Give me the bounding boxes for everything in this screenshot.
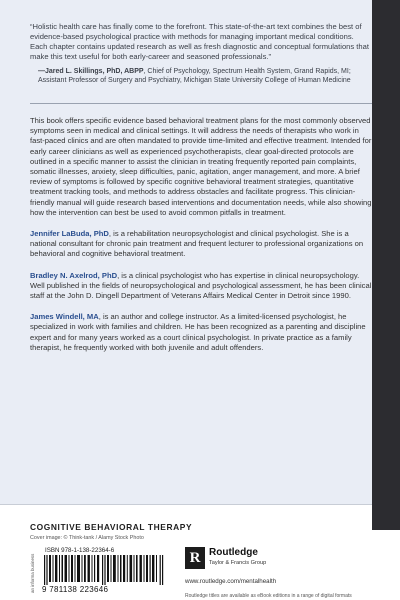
barcode-image [44,555,164,585]
author-bio-text: , is a rehabilitation neuropsychologist and clinical psychologist. She is a national consultant for chronic pain treatment and frequent lecturer to professional organizations on behavioral and cognitive behavioral treatment. [30,229,364,259]
isbn-text: ISBN 978-1-138-22364-6 [45,547,115,554]
endorsement-quote: “Holistic health care has finally come to the forefront. This state-of-the-art text combines the best of evidence-based psychological practice with methods for managing important medical conditions. Each chapter contains updated research as well as fresh diagnostic and conceptual formulations that make this text useful for both early-career and seasoned professionals.” [30,22,369,61]
publisher-block [185,547,335,597]
author-bio-text: , is a clinical psychologist who has expertise in clinical neuropsychology. Well published in the fields of neuropsychological and psychological assessment, he has been clinical staff at the John D. Dingell Department of Veterans Affairs Medical Center in Detroit since 1990. [30,270,372,301]
barcode-number: 9 781138 223646 [42,585,109,594]
author-bio-text: , is an author and college instructor. As a limited-licensed psychologist, he specialized in work with families and children. He has been recognized as a parenting and discipline expert and for many years worked as a court clinical psychologist. In private practice as a family therapist, he frequently worked with both juvenile and adult offenders. [30,312,366,352]
author-bio [30,312,372,353]
ebook-availability-note: Routledge titles are available as eBook editions in a range of digital formats [185,593,352,599]
author-name: Jennifer LaBuda, PhD [30,229,109,239]
informa-label: an informa business [30,553,35,593]
back-cover-content [30,22,372,353]
cover-image-credit: Cover image: © Think-tank / Alamy Stock Photo [30,535,144,541]
endorsement-attribution [30,67,372,85]
isbn-barcode-block [30,547,180,597]
author-bio [30,229,372,260]
divider [30,103,372,104]
publisher-group: Taylor & Francis Group [209,560,267,566]
back-cover-footer [30,505,372,600]
book-description: This book offers specific evidence based behavioral treatment plans for the most commonly observed symptoms seen in medical and clinical settings. It will address the needs of therapists who work in fast-paced clinics and are often mandated to provide time-limited and effective treatment. Intended for early career clinicians as well as experienced psychotherapists, clear goal-directed protocols are outlined in a specific manner to assist the clinician in treating frequently reported pain complaints, somatic illnesses, anxiety, sleep difficulties, panic, agitation, anger management, and more. A brief review of symptoms is followed by specific cognitive behavioral treatment strategies, quantitative treatment tracking tools, and methods to address obstacles and facilitate progress. This clinician-friendly manual will guide research based interventions and documentation needs, while also showing how the intervention can best be used to avoid common pitfalls in treatment. [30,116,372,217]
author-bio [30,271,372,302]
routledge-logo-icon: R [185,547,205,569]
publisher-name: Routledge [209,547,258,558]
author-name: Bradley N. Axelrod, PhD [30,270,118,280]
endorser-name: —Jared L. Skillings, PhD, ABPP [38,67,144,75]
series-title: COGNITIVE BEHAVIORAL THERAPY [30,522,193,532]
endorser-title: , Chief of Psychology, Spectrum Health System, Grand Rapids, MI; Assistant Professor of Surgery and Psychiatry, Michigan State University College of Human Medicine [38,67,351,84]
author-name: James Windell, MA [30,312,99,322]
publisher-url: www.routledge.com/mentalhealth [185,578,277,585]
cover-edge-strip [372,0,400,530]
